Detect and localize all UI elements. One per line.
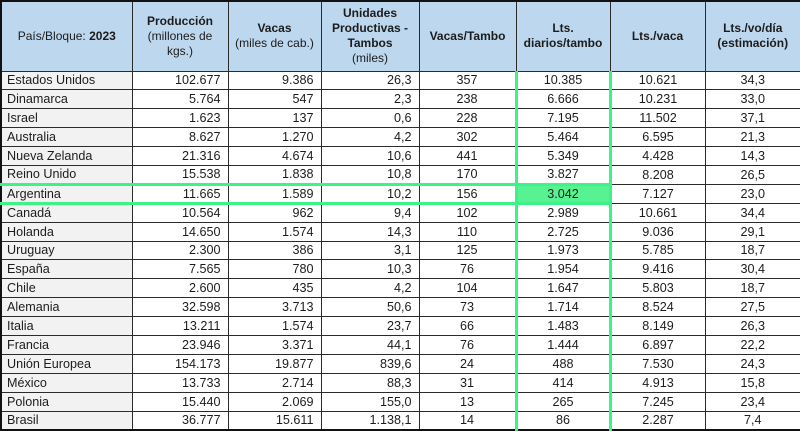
value-cell-unidades: 155,0 (321, 392, 419, 411)
value-cell-lts_diarios_tambo: 2.989 (516, 203, 610, 222)
value-cell-unidades: 9,4 (321, 203, 419, 222)
col-title: Producción (146, 13, 213, 28)
value-cell-produccion: 32.598 (132, 298, 228, 317)
table-row (1, 222, 800, 241)
value-cell-lts_vo_dia: 34,4 (705, 203, 800, 222)
col-title: Unidades Productivas - Tambos (331, 6, 409, 51)
value-cell-lts_vo_dia: 26,3 (705, 317, 800, 336)
value-cell-vacas: 3.713 (228, 298, 321, 317)
value-cell-vacas: 137 (228, 109, 321, 128)
value-cell-unidades: 3,1 (321, 241, 419, 260)
value-cell-lts_vo_dia: 37,1 (705, 109, 800, 128)
value-cell-vacas: 547 (228, 90, 321, 109)
value-cell-vacas: 386 (228, 241, 321, 260)
value-cell-lts_vo_dia: 18,7 (705, 279, 800, 298)
value-cell-vacas_tambo: 302 (419, 128, 516, 147)
value-cell-lts_vo_dia: 34,3 (705, 71, 800, 90)
value-cell-lts_vaca: 8.208 (610, 165, 705, 184)
col-subtitle: (millones de kgs.) (147, 28, 213, 58)
value-cell-lts_vaca: 2.287 (610, 411, 705, 430)
table-row (1, 279, 800, 298)
value-cell-produccion: 102.677 (132, 71, 228, 90)
value-cell-lts_diarios_tambo: 488 (516, 354, 610, 373)
value-cell-unidades: 4,2 (321, 128, 419, 147)
value-cell-lts_diarios_tambo: 1.647 (516, 279, 610, 298)
country-cell: Holanda (1, 222, 132, 241)
table-row (1, 203, 800, 222)
country-cell: México (1, 373, 132, 392)
value-cell-vacas_tambo: 110 (419, 222, 516, 241)
col-header-vacas-tambo (419, 1, 516, 71)
value-cell-vacas_tambo: 170 (419, 165, 516, 184)
col-title: Lts. diarios/tambo (523, 21, 603, 51)
value-cell-vacas_tambo: 441 (419, 147, 516, 166)
value-cell-unidades: 10,2 (321, 184, 419, 203)
value-cell-lts_diarios_tambo: 1.483 (516, 317, 610, 336)
value-cell-vacas_tambo: 73 (419, 298, 516, 317)
value-cell-vacas: 435 (228, 279, 321, 298)
table-row (1, 298, 800, 317)
value-cell-unidades: 2,3 (321, 90, 419, 109)
value-cell-produccion: 2.600 (132, 279, 228, 298)
value-cell-unidades: 10,8 (321, 165, 419, 184)
table-row (1, 411, 800, 430)
table-row (1, 354, 800, 373)
value-cell-unidades: 88,3 (321, 373, 419, 392)
country-cell: Polonia (1, 392, 132, 411)
value-cell-vacas_tambo: 76 (419, 260, 516, 279)
country-cell: Australia (1, 128, 132, 147)
value-cell-lts_diarios_tambo: 265 (516, 392, 610, 411)
value-cell-produccion: 11.665 (132, 184, 228, 203)
value-cell-vacas: 2.069 (228, 392, 321, 411)
value-cell-lts_vaca: 4.428 (610, 147, 705, 166)
value-cell-lts_vo_dia: 26,5 (705, 165, 800, 184)
value-cell-vacas: 15.611 (228, 411, 321, 430)
value-cell-lts_diarios_tambo: 3.827 (516, 165, 610, 184)
value-cell-vacas_tambo: 104 (419, 279, 516, 298)
value-cell-lts_vo_dia: 14,3 (705, 147, 800, 166)
table-row (1, 260, 800, 279)
value-cell-produccion: 15.538 (132, 165, 228, 184)
value-cell-vacas: 1.838 (228, 165, 321, 184)
value-cell-lts_vo_dia: 24,3 (705, 354, 800, 373)
country-cell: Chile (1, 279, 132, 298)
col-header-lts-vo-dia (705, 1, 800, 71)
value-cell-vacas: 9.386 (228, 71, 321, 90)
value-cell-lts_vaca: 9.036 (610, 222, 705, 241)
country-cell: Estados Unidos (1, 71, 132, 90)
value-cell-lts_vaca: 7.245 (610, 392, 705, 411)
table-row (1, 335, 800, 354)
value-cell-lts_vaca: 4.913 (610, 373, 705, 392)
value-cell-vacas: 4.674 (228, 147, 321, 166)
value-cell-lts_vo_dia: 18,7 (705, 241, 800, 260)
value-cell-lts_diarios_tambo: 1.954 (516, 260, 610, 279)
table-row (1, 165, 800, 184)
value-cell-lts_vaca: 7.530 (610, 354, 705, 373)
country-cell: Brasil (1, 411, 132, 430)
table-row (1, 241, 800, 260)
value-cell-lts_diarios_tambo: 2.725 (516, 222, 610, 241)
table-header (1, 1, 800, 71)
value-cell-lts_diarios_tambo: 1.714 (516, 298, 610, 317)
value-cell-vacas_tambo: 125 (419, 241, 516, 260)
value-cell-produccion: 13.211 (132, 317, 228, 336)
value-cell-lts_vaca: 8.149 (610, 317, 705, 336)
country-cell: Argentina (1, 184, 132, 203)
table-row (1, 147, 800, 166)
value-cell-vacas_tambo: 13 (419, 392, 516, 411)
value-cell-vacas_tambo: 31 (419, 373, 516, 392)
col-header-unidades-productivas (321, 1, 419, 71)
value-cell-produccion: 8.627 (132, 128, 228, 147)
value-cell-lts_diarios_tambo: 1.973 (516, 241, 610, 260)
header-row (1, 1, 800, 71)
col-title: Vacas (257, 21, 292, 36)
value-cell-lts_vaca: 8.524 (610, 298, 705, 317)
value-cell-vacas: 1.574 (228, 317, 321, 336)
col-header-vacas (228, 1, 321, 71)
value-cell-vacas: 3.371 (228, 335, 321, 354)
value-cell-unidades: 26,3 (321, 71, 419, 90)
value-cell-lts_vo_dia: 29,1 (705, 222, 800, 241)
value-cell-lts_vo_dia: 33,0 (705, 90, 800, 109)
table-row (1, 317, 800, 336)
value-cell-unidades: 839,6 (321, 354, 419, 373)
value-cell-produccion: 23.946 (132, 335, 228, 354)
value-cell-unidades: 14,3 (321, 222, 419, 241)
value-cell-lts_vaca: 10.231 (610, 90, 705, 109)
value-cell-lts_diarios_tambo: 10.385 (516, 71, 610, 90)
value-cell-vacas_tambo: 14 (419, 411, 516, 430)
country-cell: Reino Unido (1, 165, 132, 184)
value-cell-lts_vo_dia: 22,2 (705, 335, 800, 354)
value-cell-lts_vaca: 5.785 (610, 241, 705, 260)
value-cell-unidades: 23,7 (321, 317, 419, 336)
value-cell-vacas_tambo: 238 (419, 90, 516, 109)
value-cell-lts_diarios_tambo: 1.444 (516, 335, 610, 354)
value-cell-produccion: 1.623 (132, 109, 228, 128)
value-cell-vacas_tambo: 357 (419, 71, 516, 90)
country-cell: Canadá (1, 203, 132, 222)
country-cell: Nueva Zelanda (1, 147, 132, 166)
table-row (1, 128, 800, 147)
value-cell-lts_vaca: 9.416 (610, 260, 705, 279)
value-cell-unidades: 0,6 (321, 109, 419, 128)
value-cell-vacas: 780 (228, 260, 321, 279)
value-cell-lts_diarios_tambo: 86 (516, 411, 610, 430)
country-cell: Alemania (1, 298, 132, 317)
value-cell-lts_vaca: 10.661 (610, 203, 705, 222)
value-cell-vacas: 19.877 (228, 354, 321, 373)
col-header-lts-vaca (610, 1, 705, 71)
value-cell-lts_vaca: 11.502 (610, 109, 705, 128)
value-cell-produccion: 21.316 (132, 147, 228, 166)
value-cell-lts_vaca: 6.595 (610, 128, 705, 147)
value-cell-produccion: 10.564 (132, 203, 228, 222)
value-cell-lts_vaca: 5.803 (610, 279, 705, 298)
pais-bloque-label: País/Bloque: (17, 28, 86, 43)
value-cell-lts_diarios_tambo: 5.349 (516, 147, 610, 166)
value-cell-unidades: 4,2 (321, 279, 419, 298)
value-cell-vacas: 2.714 (228, 373, 321, 392)
value-cell-vacas_tambo: 156 (419, 184, 516, 203)
col-subtitle: (estimación) (717, 36, 789, 51)
value-cell-lts_diarios_tambo: 3.042 (516, 184, 610, 203)
country-cell: España (1, 260, 132, 279)
value-cell-vacas_tambo: 102 (419, 203, 516, 222)
col-title: Lts./vo/día (723, 21, 783, 36)
value-cell-vacas: 1.589 (228, 184, 321, 203)
value-cell-produccion: 36.777 (132, 411, 228, 430)
value-cell-produccion: 13.733 (132, 373, 228, 392)
table-row (1, 109, 800, 128)
value-cell-vacas: 1.574 (228, 222, 321, 241)
country-cell: Italia (1, 317, 132, 336)
value-cell-lts_diarios_tambo: 6.666 (516, 90, 610, 109)
value-cell-produccion: 2.300 (132, 241, 228, 260)
col-header-lts-diarios-tambo (516, 1, 610, 71)
value-cell-lts_vaca: 10.621 (610, 71, 705, 90)
col-title: Lts./vaca (631, 28, 684, 43)
value-cell-vacas_tambo: 66 (419, 317, 516, 336)
table-body (1, 71, 800, 430)
value-cell-lts_vo_dia: 30,4 (705, 260, 800, 279)
col-title: Vacas/Tambo (429, 28, 506, 43)
value-cell-lts_vo_dia: 15,8 (705, 373, 800, 392)
value-cell-produccion: 7.565 (132, 260, 228, 279)
table-row (1, 184, 800, 203)
col-header-pais-bloque (1, 1, 132, 71)
value-cell-lts_vaca: 6.897 (610, 335, 705, 354)
value-cell-vacas_tambo: 76 (419, 335, 516, 354)
country-cell: Unión Europea (1, 354, 132, 373)
year-label: 2023 (89, 28, 116, 43)
value-cell-unidades: 10,6 (321, 147, 419, 166)
col-subtitle: (miles de cab.) (235, 36, 314, 51)
country-cell: Uruguay (1, 241, 132, 260)
table-row (1, 90, 800, 109)
value-cell-vacas: 1.270 (228, 128, 321, 147)
value-cell-produccion: 5.764 (132, 90, 228, 109)
value-cell-lts_vo_dia: 27,5 (705, 298, 800, 317)
value-cell-lts_diarios_tambo: 5.464 (516, 128, 610, 147)
value-cell-unidades: 50,6 (321, 298, 419, 317)
value-cell-unidades: 44,1 (321, 335, 419, 354)
value-cell-produccion: 154.173 (132, 354, 228, 373)
table-row (1, 71, 800, 90)
col-subtitle: (miles) (352, 51, 388, 66)
value-cell-vacas: 962 (228, 203, 321, 222)
value-cell-lts_vo_dia: 23,0 (705, 184, 800, 203)
value-cell-lts_vaca: 7.127 (610, 184, 705, 203)
col-header-produccion (132, 1, 228, 71)
value-cell-lts_diarios_tambo: 7.195 (516, 109, 610, 128)
value-cell-lts_vo_dia: 21,3 (705, 128, 800, 147)
value-cell-lts_diarios_tambo: 414 (516, 373, 610, 392)
value-cell-vacas_tambo: 228 (419, 109, 516, 128)
value-cell-lts_vo_dia: 7,4 (705, 411, 800, 430)
value-cell-produccion: 14.650 (132, 222, 228, 241)
value-cell-lts_vo_dia: 23,4 (705, 392, 800, 411)
country-cell: Francia (1, 335, 132, 354)
country-cell: Israel (1, 109, 132, 128)
country-cell: Dinamarca (1, 90, 132, 109)
value-cell-vacas_tambo: 24 (419, 354, 516, 373)
table-row (1, 373, 800, 392)
value-cell-unidades: 1.138,1 (321, 411, 419, 430)
value-cell-unidades: 10,3 (321, 260, 419, 279)
value-cell-produccion: 15.440 (132, 392, 228, 411)
table-row (1, 392, 800, 411)
